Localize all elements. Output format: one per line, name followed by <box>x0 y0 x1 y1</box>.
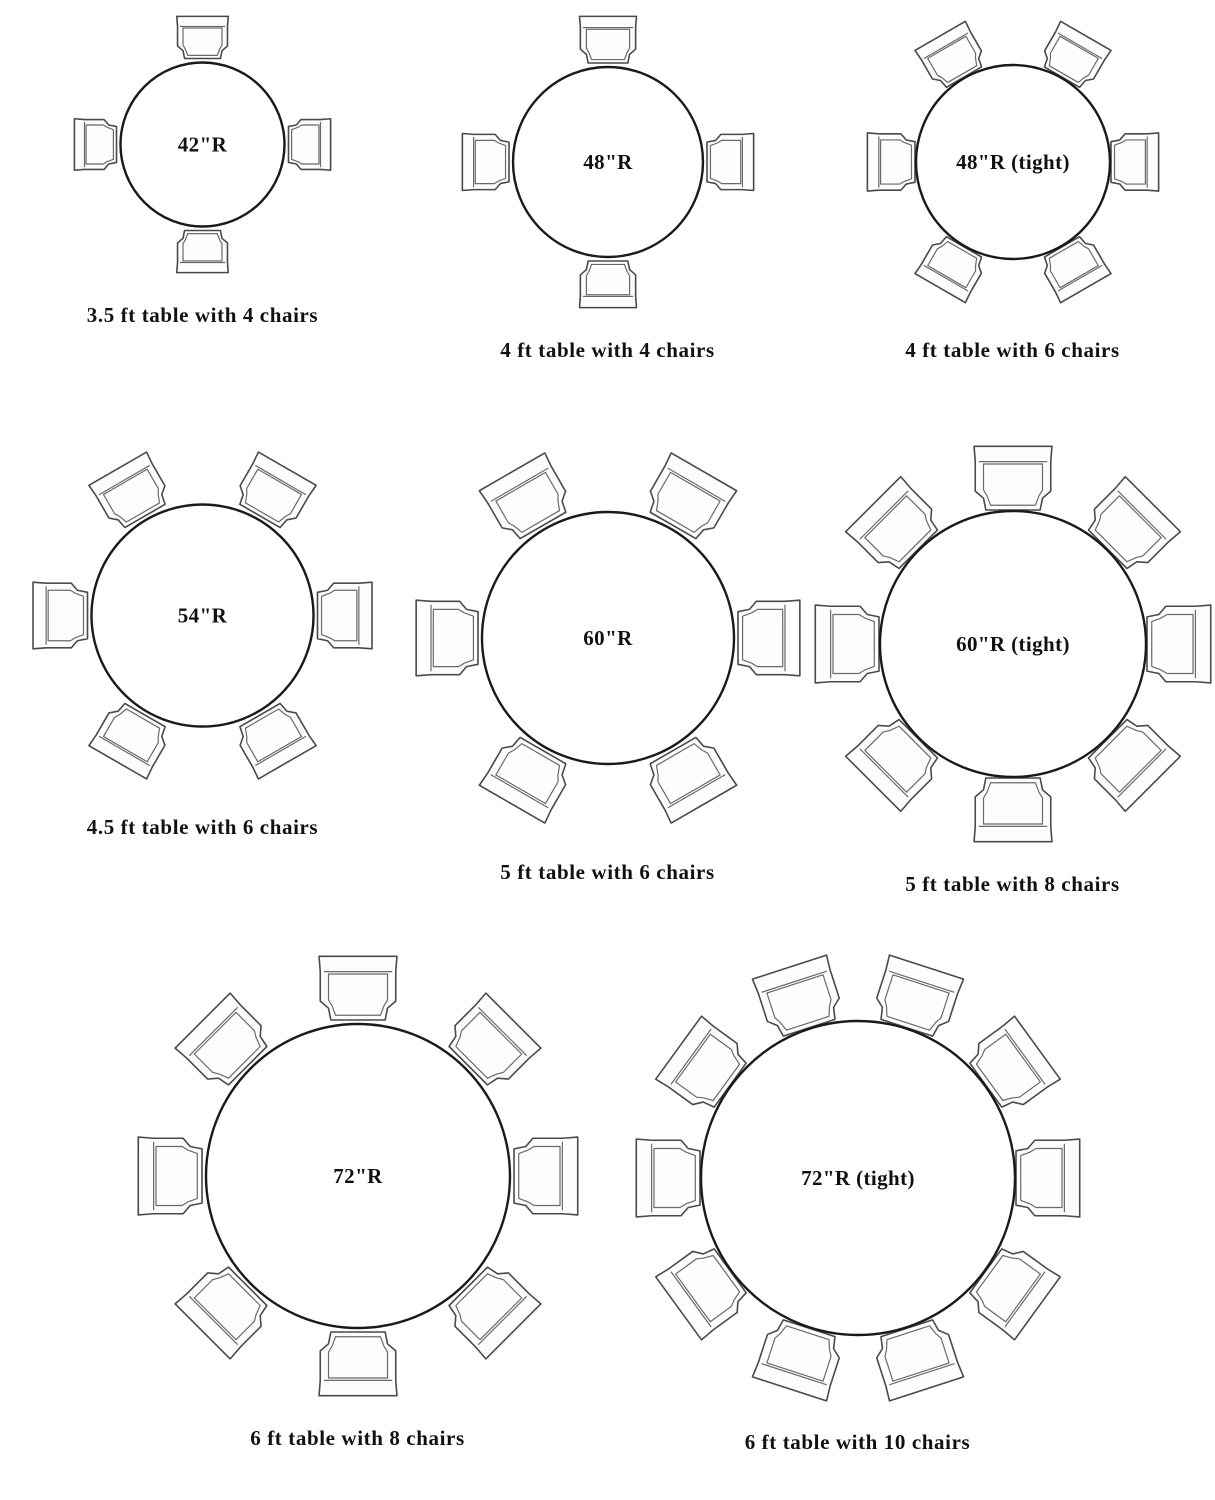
chart-row-3 <box>0 940 1215 1455</box>
table-size-label: 72"R <box>332 1164 383 1188</box>
chair <box>579 16 636 63</box>
table-setting-72r-8 <box>108 940 608 1455</box>
chart-row-1 <box>0 0 1215 363</box>
chair <box>579 261 636 308</box>
table-setting-60r-6 <box>405 430 810 897</box>
table-setting-72r-10 <box>608 940 1108 1455</box>
table-setting-diagram <box>851 0 1175 324</box>
chair <box>636 1139 700 1217</box>
setting-caption: 4.5 ft table with 6 chairs <box>86 815 319 839</box>
chair <box>974 446 1052 510</box>
table-size-label: 48"R (tight) <box>955 150 1070 174</box>
table-size-label: 60"R (tight) <box>955 632 1070 656</box>
table-setting-diagram <box>620 940 1096 1416</box>
chair <box>1147 605 1211 683</box>
setting-caption: 5 ft table with 8 chairs <box>905 872 1120 896</box>
table-setting-diagram <box>446 0 770 324</box>
chair <box>974 778 1052 842</box>
chair <box>138 1137 202 1215</box>
chair <box>74 119 116 170</box>
chair <box>319 1332 397 1396</box>
chair <box>177 231 228 273</box>
table-setting-42r-4 <box>0 0 405 363</box>
setting-caption: 6 ft table with 10 chairs <box>744 1430 971 1454</box>
chair <box>1016 1139 1080 1217</box>
table-setting-60r-8 <box>810 430 1215 897</box>
setting-caption: 4 ft table with 6 chairs <box>905 338 1120 362</box>
chair <box>33 582 87 649</box>
chair <box>318 582 372 649</box>
table-setting-48r-6 <box>810 0 1215 363</box>
table-size-label: 60"R <box>582 626 633 650</box>
table-setting-diagram <box>17 430 388 801</box>
chart-row-2 <box>0 430 1215 897</box>
table-setting-diagram <box>400 430 816 846</box>
table-setting-diagram <box>122 940 594 1412</box>
table-size-label: 54"R <box>177 603 228 628</box>
chair <box>1111 133 1159 191</box>
chair <box>319 956 397 1020</box>
chair <box>815 605 879 683</box>
setting-caption: 6 ft table with 8 chairs <box>250 1426 465 1450</box>
table-size-label: 48"R <box>582 150 633 174</box>
chair <box>289 119 331 170</box>
table-size-label: 42"R <box>177 132 228 157</box>
chair <box>514 1137 578 1215</box>
chair <box>416 600 478 676</box>
table-setting-48r-4 <box>405 0 810 363</box>
table-setting-diagram <box>58 0 347 289</box>
setting-caption: 4 ft table with 4 chairs <box>500 338 715 362</box>
table-setting-diagram <box>799 430 1215 858</box>
chair <box>462 134 509 191</box>
table-setting-54r-6 <box>0 430 405 897</box>
setting-caption: 3.5 ft table with 4 chairs <box>86 303 319 327</box>
chair <box>707 134 754 191</box>
table-size-label: 72"R (tight) <box>800 1166 915 1190</box>
chair <box>738 600 800 676</box>
chair <box>177 16 228 58</box>
chair <box>867 133 915 191</box>
setting-caption: 5 ft table with 6 chairs <box>500 860 715 884</box>
